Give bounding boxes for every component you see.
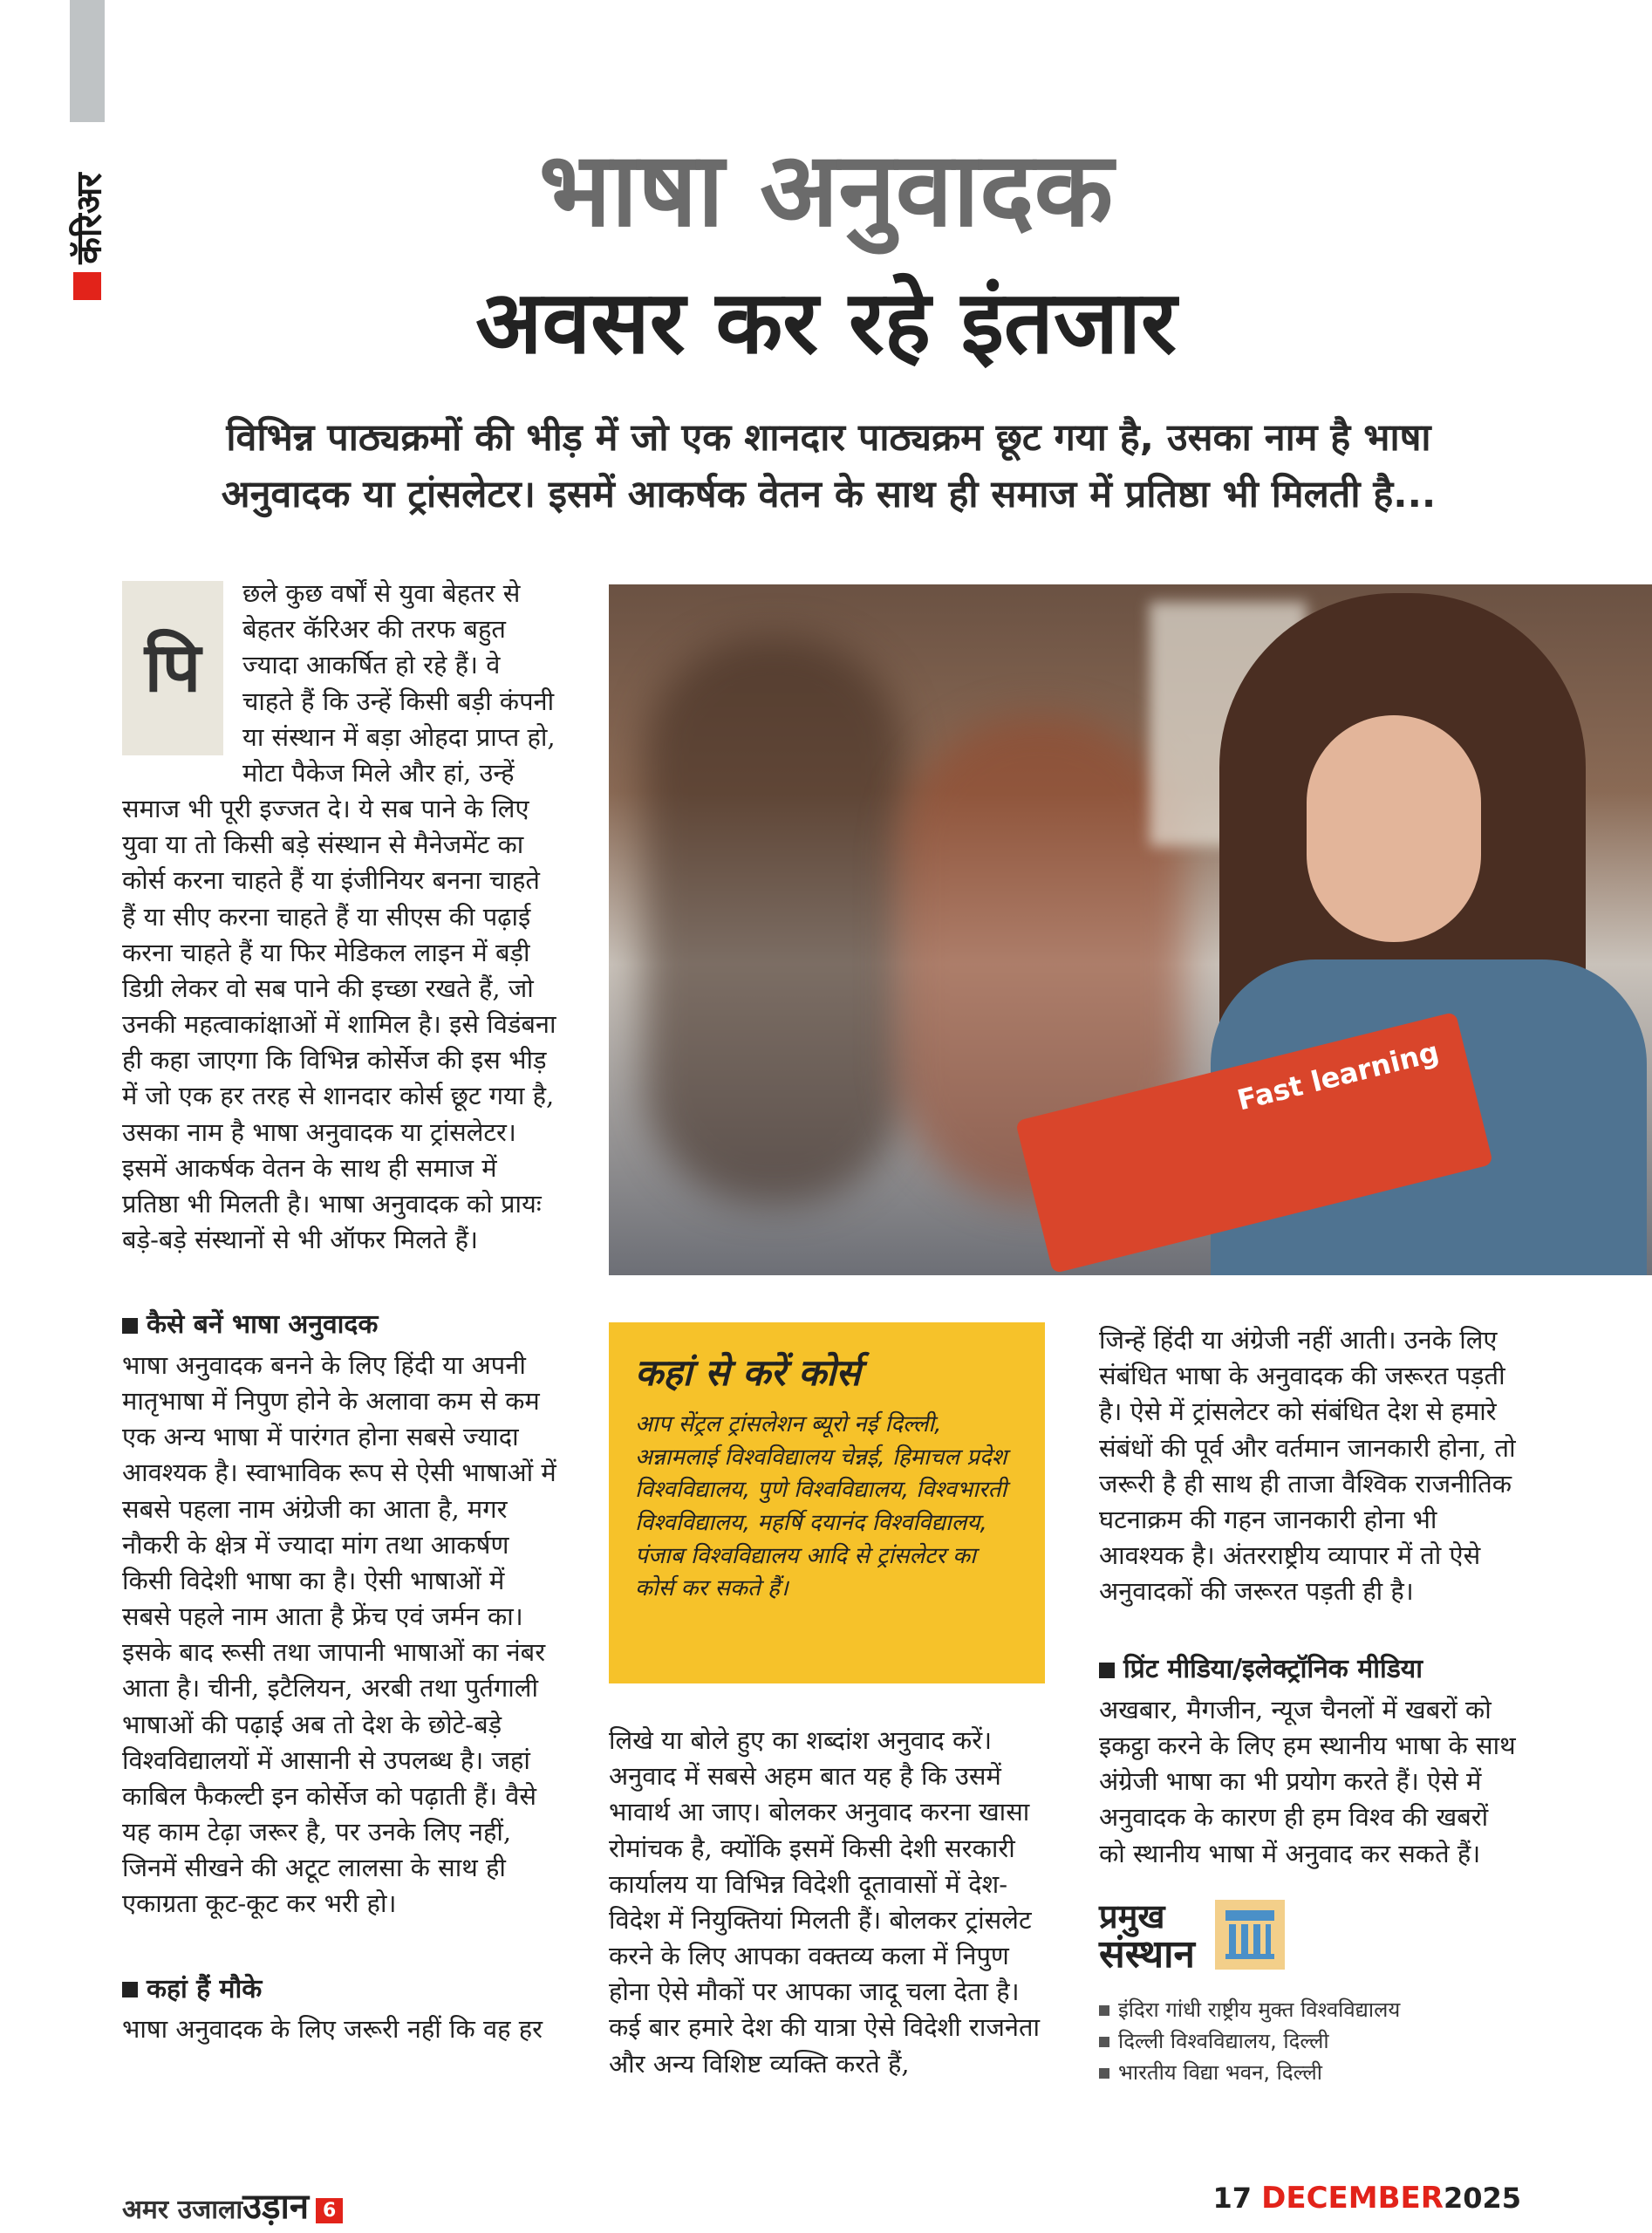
headline-line-2: अवसर कर रहे इंतजार [475,271,1177,373]
standfirst [131,410,1526,522]
opportunities-paragraph: भाषा अनुवादक के लिए जरूरी नहीं कि वह हर [122,2014,543,2045]
list-item: दिल्ली विश्वविद्यालय, दिल्ली [1099,2025,1518,2057]
standfirst-line-2: अनुवादक या ट्रांसलेटर। इसमें आकर्षक वेतन के साथ ही समाज में प्रतिष्ठा भी मिलती है... [221,472,1437,516]
subhead-opportunities: कहां हैं मौके [122,1971,558,2009]
column-3 [1099,1322,1518,1872]
column-2-paragraph: लिखे या बोले हुए का शब्दांश अनुवाद करें। अनुवाद में सबसे अहम बात यह है कि उसमें भावार्थ आ जाए। बोलकर अनुवाद करना खासा रोमांचक है, क्योंकि इसमें किसी देशी सरकारी कार्यालय या विभिन्न विदेशी दूतावासों में देश-विदेश में नियुक्तियां मिलती हैं। बोलकर ट्रांसलेट करने के लिए आपका वक्तव्य कला में निपुण होना ऐसे मौकों पर आपका जादू चला देता है। कई बार हमारे देश की यात्रा ऐसे विदेशी राजनेता और अन्य विशिष्ट व्यक्ति करते हैं, [609,1725,1040,2079]
column-1 [122,576,558,2047]
drop-cap: पि [122,581,223,755]
how-to-become-paragraph: भाषा अनुवादक बनने के लिए हिंदी या अपनी मातृभाषा में निपुण होने के अलावा कम से कम एक अन्य भाषा में पारंगत होना सबसे ज्यादा आवश्यक है। स्वाभाविक रूप से ऐसी भाषाओं में सबसे पहला नाम अंग्रेजी का आता है, मगर नौकरी के क्षेत्र में ज्यादा मांग तथा आकर्षण किसी विदेशी भाषा का है। ऐसी भाषाओं में सबसे पहले नाम आता है फ्रेंच एवं जर्मन का। इसके बाद रूसी तथा जापानी भाषाओं का नंबर आता है। चीनी, इटैलियन, अरबी तथा पुर्तगाली भाषाओं की पढ़ाई अब तो देश के छोटे-बड़े विश्वविद्यालयों में आसानी से उपलब्ध है। जहां काबिल फैकल्टी इन कोर्सेज को पढ़ाती हैं। वैसे यह काम टेढ़ा जरूर है, पर उनके लिए नहीं, जिनमें सीखने की अटूट लालसा के साथ ही एकाग्रता कूट-कूट कर भरी हो। [122,1349,556,1919]
book-illustration: Fast learning [1015,1012,1493,1274]
brand-logo: उड़ान [242,2187,310,2227]
bullet-square-icon [122,1982,138,1997]
list-item: भारतीय विद्या भवन, दिल्ली [1099,2057,1518,2088]
courses-box [609,1322,1045,1683]
intro-paragraph: छले कुछ वर्षों से युवा बेहतर से बेहतर कॅरिअर की तरफ बहुत ज्यादा आकर्षित हो रहे हैं। वे चाहते हैं कि उन्हें किसी बड़ी कंपनी या संस्थान में बड़ा ओहदा प्राप्त हो, मोटा पैकेज मिले और हां, उन्हें समाज भी पूरी इज्जत दे। ये सब पाने के लिए युवा या तो किसी बड़े संस्थान से मैनेजमेंट का कोर्स करना चाहते हैं या इंजीनियर बनना चाहते हैं या सीए करना चाहते हैं या सीएस की पढ़ाई करना चाहते हैं या फिर मेडिकल लाइन में बड़ी डिग्री लेकर वो सब पाने की इच्छा रखते हैं, जो उनकी महत्वाकांक्षाओं में शामिल है। इसे विडंबना ही कहा जाएगा कि विभिन्न कोर्सेज की इस भीड़ में जो एक हर तरह से शानदार कोर्स छूट गया है, उसका नाम है भाषा अनुवादक या ट्रांसलेटर। इसमें आकर्षक वेतन के साथ ही समाज में प्रतिष्ठा भी मिलती है। भाषा अनुवादक को प्रायः बड़े-बड़े संस्थानों से भी ऑफर मिलते हैं। [122,578,556,1255]
column-2 [609,1723,1054,2082]
building-icon [1215,1900,1285,1970]
section-tag: कॅरिअर [69,172,110,264]
courses-box-heading: कहां से करें कोर्स [635,1351,861,1394]
issue-date: 17 DECEMBER2025 [1212,2181,1521,2216]
subhead-how-to-become: कैसे बनें भाषा अनुवादक [122,1307,558,1344]
brand-name: अमर उजाला [122,2195,243,2225]
bullet-square-icon [1099,1663,1115,1678]
bullet-square-icon [122,1318,138,1334]
subhead-media: प्रिंट मीडिया/इलेक्ट्रॉनिक मीडिया [1099,1651,1518,1689]
page-number: 6 [316,2198,343,2223]
courses-box-text: आप सेंट्रल ट्रांसलेशन ब्यूरो नई दिल्ली, अन्नामलाई विश्वविद्यालय चेन्नई, हिमाचल प्रदेश विश्वविद्यालय, पुणे विश्वविद्यालय, विश्वभारती विश्वविद्यालय, महर्षि दयानंद विश्वविद्यालय, पंजाब विश्वविद्यालय आदि से ट्रांसलेटर का कोर्स कर सकते हैं। [635,1411,1007,1602]
media-paragraph: अखबार, मैगजीन, न्यूज चैनलों में खबरों को इकट्ठा करने के लिए हम स्थानीय भाषा के साथ अंग्रेजी भाषा का भी प्रयोग करते हैं। ऐसे में अनुवादक के कारण ही हम विश्व की खबरों को स्थानीय भाषा में अनुवाद कर सकते हैं। [1099,1694,1516,1868]
institutes-title: प्रमुख संस्थान [1099,1897,1195,1977]
institutes-panel [1099,1897,1518,2088]
list-item: इंदिरा गांधी राष्ट्रीय मुक्त विश्वविद्यालय [1099,1994,1518,2025]
article-photo [609,584,1652,1275]
column-3-paragraph: जिन्हें हिंदी या अंग्रेजी नहीं आती। उनके लिए संबंधित भाषा के अनुवादक की जरूरत पड़ती है। ऐसे में ट्रांसलेटर को संबंधित देश से हमारे संबंधों की पूर्व और वर्तमान जानकारी होना, तो जरूरी है ही साथ ही ताजा वैश्विक राजनीतिक घटनाक्रम की गहन जानकारी होना भी आवश्यक है। अंतरराष्ट्रीय व्यापार में तो ऐसे अनुवादकों की जरूरत पड़ती ही है। [1099,1325,1516,1607]
side-grey-bar [70,0,105,122]
standfirst-line-1: विभिन्न पाठ्यक्रमों की भीड़ में जो एक शानदार पाठ्यक्रम छूट गया है, उसका नाम है भाषा [226,416,1431,460]
institutes-list [1099,1994,1518,2088]
footer-brand [122,2181,343,2229]
headline-line-1: भाषा अनुवादक [538,129,1114,249]
